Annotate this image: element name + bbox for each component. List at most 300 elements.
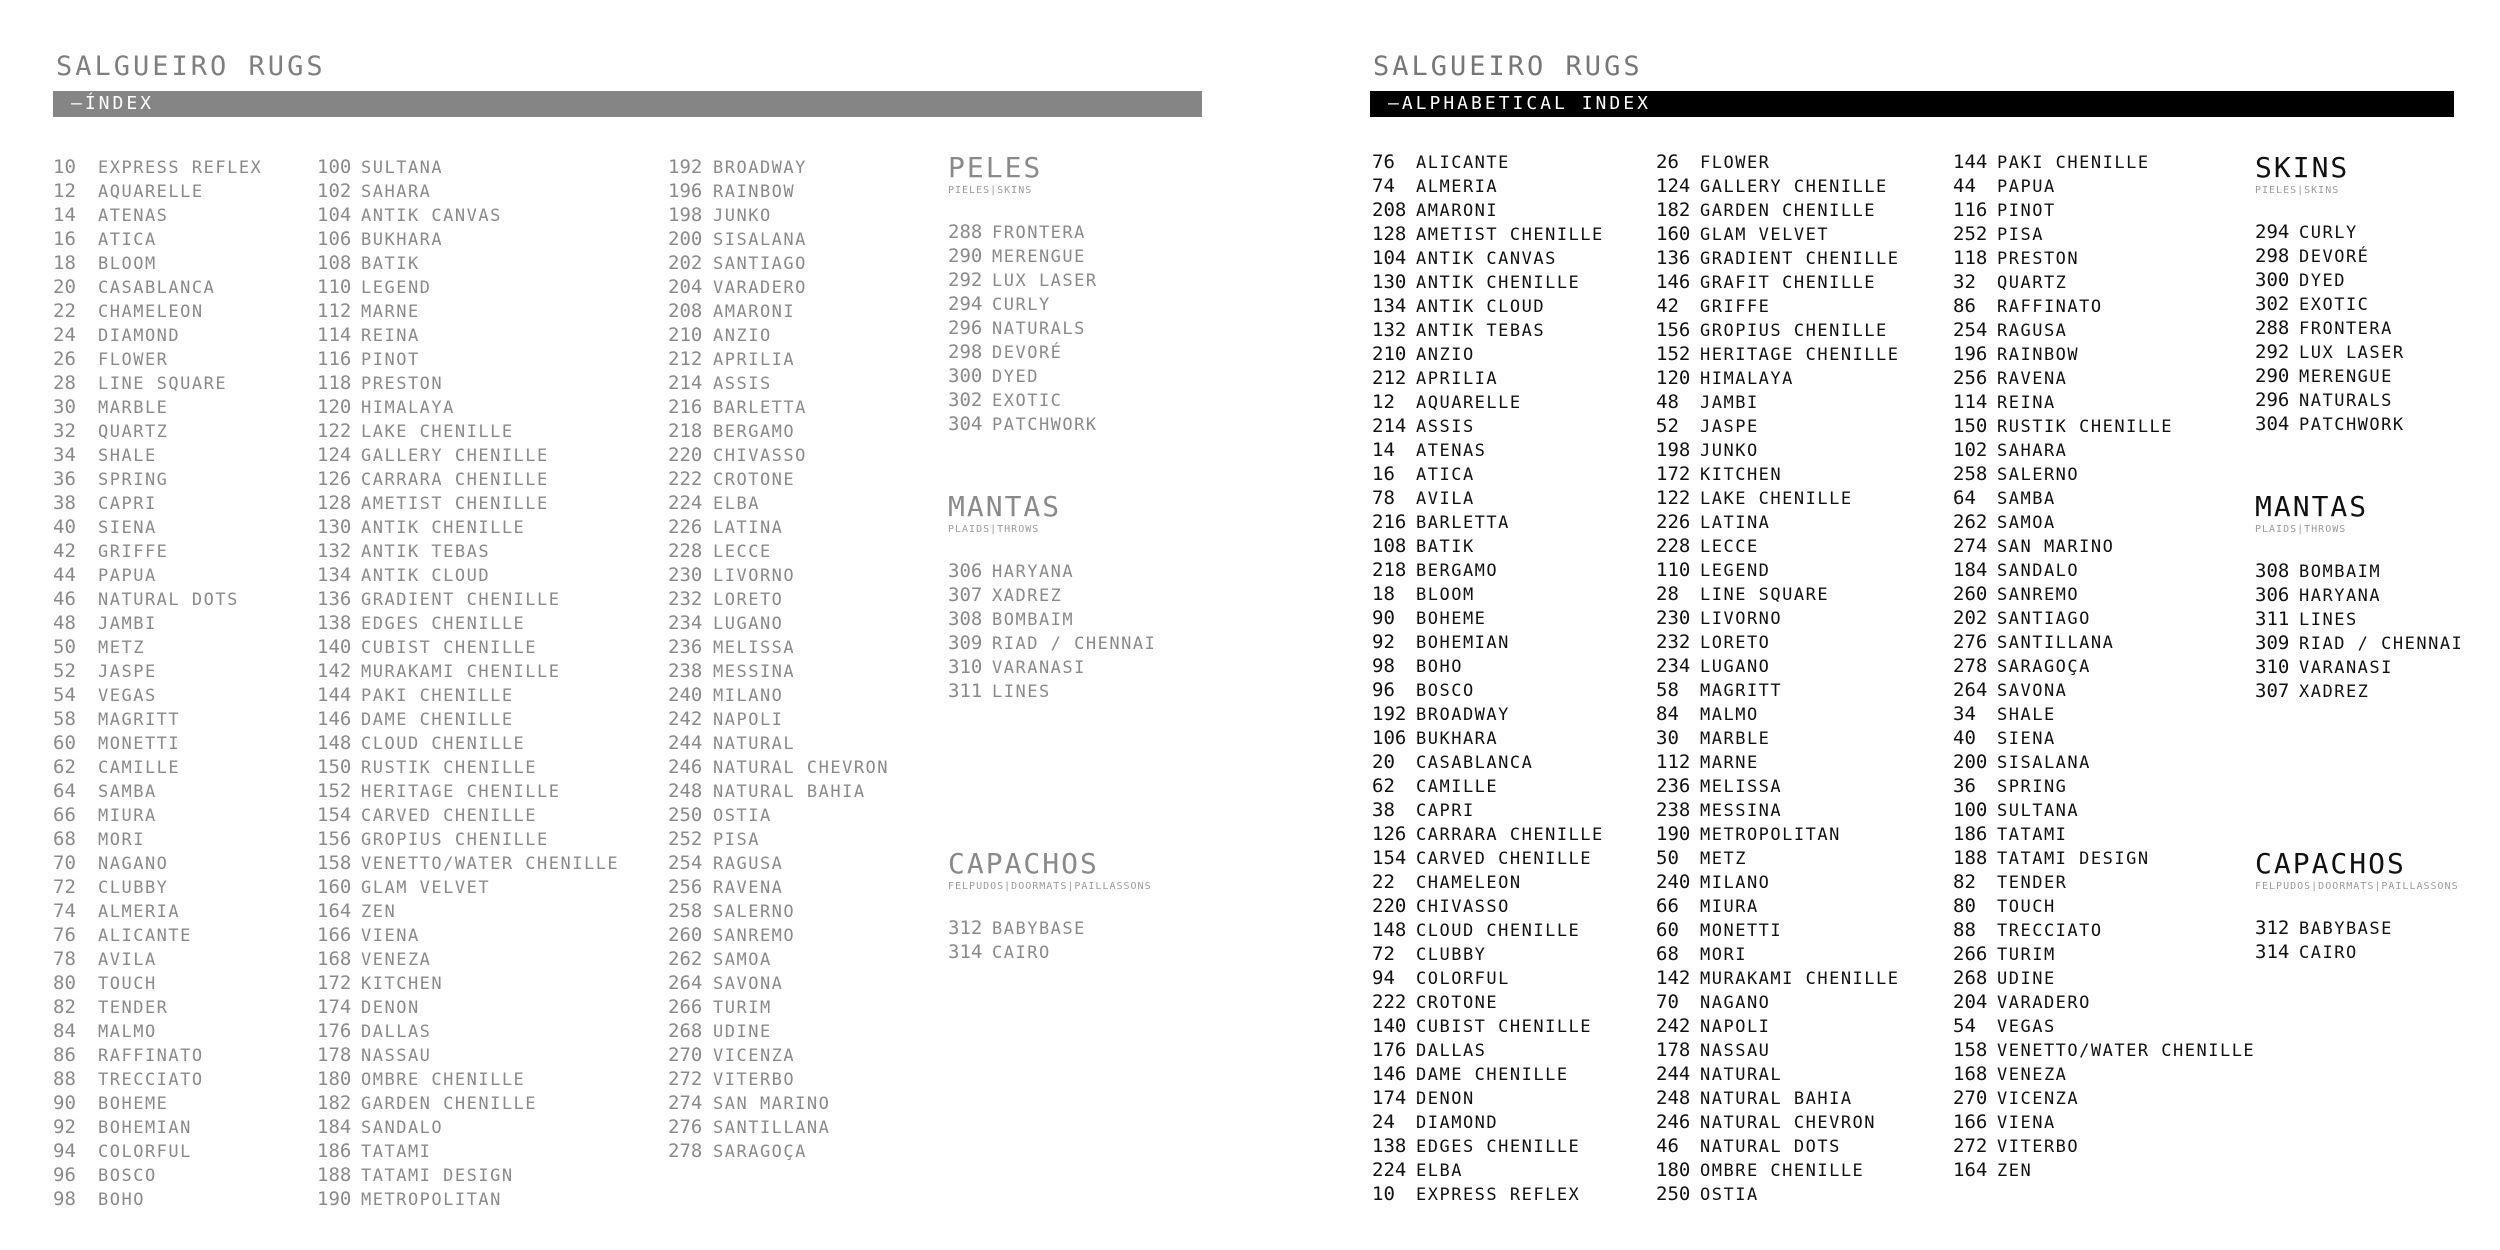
- rug-name: SALERNO: [1997, 465, 2080, 485]
- rug-name: SAVONA: [1997, 681, 2068, 701]
- page-number: 202: [1953, 607, 1988, 629]
- index-entry: [317, 683, 619, 707]
- rug-name: ANTIK CANVAS: [361, 206, 502, 226]
- rug-name: SALERNO: [713, 902, 796, 922]
- page-number: 116: [317, 348, 352, 370]
- rug-name: BROADWAY: [1416, 705, 1510, 725]
- page-number: 200: [1953, 751, 1988, 773]
- rug-name: TURIM: [1997, 945, 2056, 965]
- rug-name: SAMBA: [1997, 489, 2056, 509]
- rug-name: VARANASI: [992, 658, 1086, 678]
- index-entry: [317, 971, 619, 995]
- rug-name: CHIVASSO: [713, 446, 807, 466]
- rug-name: MILANO: [713, 686, 784, 706]
- page-number: 314: [2255, 941, 2290, 963]
- index-entry: [948, 412, 1098, 436]
- index-entry: [1656, 702, 1900, 726]
- index-entry: [1372, 606, 1604, 630]
- rug-name: BOMBAIM: [2299, 562, 2382, 582]
- page-number: 268: [1953, 967, 1988, 989]
- rug-name: TOUCH: [98, 974, 157, 994]
- index-entry: [1372, 390, 1604, 414]
- index-entry: [1372, 414, 1604, 438]
- page-number: 254: [1953, 319, 1988, 341]
- index-entry: [53, 995, 262, 1019]
- rug-name: MAGRITT: [1700, 681, 1783, 701]
- rug-name: CURLY: [992, 295, 1051, 315]
- index-entry: [1953, 246, 2255, 270]
- rug-name: CAPRI: [1416, 801, 1475, 821]
- index-entry: [1953, 1014, 2255, 1038]
- page-number: 238: [1656, 799, 1691, 821]
- index-entry: [1656, 150, 1900, 174]
- rug-name: OSTIA: [713, 806, 772, 826]
- rug-name: TATAMI: [361, 1142, 432, 1162]
- rug-name: RAINBOW: [713, 182, 796, 202]
- page-number: 168: [317, 948, 352, 970]
- page-number: 304: [948, 413, 983, 435]
- index-entry: [53, 275, 262, 299]
- rug-name: CAMILLE: [98, 758, 181, 778]
- rug-name: RUSTIK CHENILLE: [361, 758, 538, 778]
- index-entry: [1372, 1134, 1604, 1158]
- page-number: 140: [1372, 1015, 1407, 1037]
- index-entry: [1372, 870, 1604, 894]
- page-number: 288: [948, 221, 983, 243]
- category-title: MANTAS: [2255, 490, 2369, 523]
- rug-name: EXPRESS REFLEX: [98, 158, 263, 178]
- index-entry: [1656, 486, 1900, 510]
- page-number: 178: [317, 1044, 352, 1066]
- page-number: 154: [317, 804, 352, 826]
- rug-name: ALMERIA: [1416, 177, 1499, 197]
- page-number: 82: [1953, 871, 1976, 893]
- index-entry: [317, 467, 619, 491]
- rug-name: MONETTI: [1700, 921, 1783, 941]
- page-number: 218: [668, 420, 703, 442]
- page-number: 310: [2255, 656, 2290, 678]
- index-entry: [1656, 174, 1900, 198]
- rug-name: JUNKO: [1700, 441, 1759, 461]
- page-number: 110: [317, 276, 352, 298]
- page-number: 266: [668, 996, 703, 1018]
- rug-name: CLUBBY: [98, 878, 169, 898]
- index-entry: [1372, 318, 1604, 342]
- index-entry: [1372, 750, 1604, 774]
- rug-name: RAGUSA: [1997, 321, 2068, 341]
- rug-name: BATIK: [1416, 537, 1475, 557]
- category-skins: [2255, 152, 2405, 436]
- rug-name: BOHEME: [98, 1094, 169, 1114]
- page-number: 22: [1372, 871, 1395, 893]
- alpha-column-1: [1372, 150, 1604, 1206]
- rug-name: BOMBAIM: [992, 610, 1075, 630]
- page-number: 120: [317, 396, 352, 418]
- index-entry: [668, 755, 889, 779]
- rug-name: BATIK: [361, 254, 420, 274]
- index-entry: [317, 1187, 619, 1211]
- page-number: 16: [1372, 463, 1395, 485]
- page-number: 176: [317, 1020, 352, 1042]
- page-number: 264: [668, 972, 703, 994]
- page-number: 274: [668, 1092, 703, 1114]
- page-number: 272: [668, 1068, 703, 1090]
- page-number: 58: [1656, 679, 1679, 701]
- page-number: 86: [1953, 295, 1976, 317]
- page-number: 248: [668, 780, 703, 802]
- rug-name: SULTANA: [361, 158, 444, 178]
- index-entry: [1656, 294, 1900, 318]
- page-number: 166: [1953, 1111, 1988, 1133]
- index-entry: [1372, 1158, 1604, 1182]
- index-entry: [1372, 798, 1604, 822]
- rug-name: NAPOLI: [1700, 1017, 1771, 1037]
- rug-name: GALLERY CHENILLE: [361, 446, 549, 466]
- rug-name: NAPOLI: [713, 710, 784, 730]
- index-entry: [1372, 510, 1604, 534]
- rug-name: CURLY: [2299, 223, 2358, 243]
- index-entry: [1372, 894, 1604, 918]
- index-entry: [1656, 558, 1900, 582]
- page-number: 136: [317, 588, 352, 610]
- page-number: 262: [1953, 511, 1988, 533]
- index-entry: [668, 371, 889, 395]
- rug-name: MARBLE: [98, 398, 169, 418]
- rug-name: LINE SQUARE: [1700, 585, 1830, 605]
- category-subtitle: FELPUDOS|DOORMATS|PAILLASSONS: [948, 881, 1152, 892]
- index-entry: [668, 1067, 889, 1091]
- category-subtitle: PLAIDS|THROWS: [948, 524, 1040, 535]
- page-number: 226: [668, 516, 703, 538]
- page-number: 98: [1372, 655, 1395, 677]
- rug-name: TRECCIATO: [98, 1070, 204, 1090]
- page-number: 204: [668, 276, 703, 298]
- rug-name: ANZIO: [713, 326, 772, 346]
- index-entry: [317, 275, 619, 299]
- rug-name: ATENAS: [1416, 441, 1487, 461]
- index-entry: [53, 539, 262, 563]
- index-entry: [1656, 1014, 1900, 1038]
- rug-name: PISA: [1997, 225, 2044, 245]
- rug-name: NATURAL CHEVRON: [1700, 1113, 1877, 1133]
- rug-name: SPRING: [98, 470, 169, 490]
- page-number: 210: [1372, 343, 1407, 365]
- page-number: 70: [53, 852, 76, 874]
- index-entry: [1656, 846, 1900, 870]
- page-number: 84: [1656, 703, 1679, 725]
- page-number: 18: [53, 252, 76, 274]
- page-number: 90: [53, 1092, 76, 1114]
- index-entry: [1656, 966, 1900, 990]
- index-entry: [1372, 462, 1604, 486]
- index-entry: [668, 155, 889, 179]
- index-entry: [1372, 150, 1604, 174]
- rug-name: LATINA: [713, 518, 784, 538]
- index-entry: [948, 364, 1098, 388]
- rug-name: MARNE: [1700, 753, 1759, 773]
- index-entry: [948, 559, 1156, 583]
- page-number: 308: [2255, 560, 2290, 582]
- rug-name: TENDER: [1997, 873, 2068, 893]
- index-entry: [317, 563, 619, 587]
- rug-name: LORETO: [713, 590, 784, 610]
- page-number: 104: [317, 204, 352, 226]
- index-entry: [668, 347, 889, 371]
- rug-name: ATENAS: [98, 206, 169, 226]
- index-entry: [668, 443, 889, 467]
- index-entry: [1953, 966, 2255, 990]
- index-entry: [2255, 364, 2405, 388]
- page-number: 276: [668, 1116, 703, 1138]
- index-entry: [53, 323, 262, 347]
- rug-name: TATAMI DESIGN: [361, 1166, 514, 1186]
- category-title: CAPACHOS: [948, 847, 1099, 880]
- page-number: 34: [1953, 703, 1976, 725]
- rug-name: METZ: [1700, 849, 1747, 869]
- index-entry: [53, 1187, 262, 1211]
- index-entry: [948, 655, 1156, 679]
- index-entry: [317, 179, 619, 203]
- rug-name: BERGAMO: [1416, 561, 1499, 581]
- index-entry: [1656, 1182, 1900, 1206]
- page-number: 290: [2255, 365, 2290, 387]
- index-entry: [1372, 774, 1604, 798]
- rug-name: SARAGOÇA: [1997, 657, 2091, 677]
- page-number: 172: [317, 972, 352, 994]
- index-entry: [53, 227, 262, 251]
- page-number: 54: [1953, 1015, 1976, 1037]
- rug-name: DALLAS: [361, 1022, 432, 1042]
- page-number: 76: [1372, 151, 1395, 173]
- rug-name: DENON: [1416, 1089, 1475, 1109]
- page-number: 146: [1656, 271, 1691, 293]
- index-entry: [948, 679, 1156, 703]
- rug-name: GALLERY CHENILLE: [1700, 177, 1888, 197]
- page-number: 212: [1372, 367, 1407, 389]
- rug-name: DEVORÉ: [2299, 247, 2370, 267]
- rug-name: VARADERO: [713, 278, 807, 298]
- rug-name: SISALANA: [713, 230, 807, 250]
- page-number: 58: [53, 708, 76, 730]
- page-number: 98: [53, 1188, 76, 1210]
- index-entry: [1953, 486, 2255, 510]
- rug-name: VENETTO/WATER CHENILLE: [1997, 1041, 2256, 1061]
- page-number: 112: [1656, 751, 1691, 773]
- page-number: 42: [1656, 295, 1679, 317]
- page-number: 186: [317, 1140, 352, 1162]
- rug-name: LEGEND: [361, 278, 432, 298]
- page-number: 196: [1953, 343, 1988, 365]
- page-number: 304: [2255, 413, 2290, 435]
- rug-name: NATURALS: [992, 319, 1086, 339]
- index-entry: [948, 916, 1152, 940]
- page-number: 38: [1372, 799, 1395, 821]
- index-entry: [317, 1139, 619, 1163]
- rug-name: MIURA: [1700, 897, 1759, 917]
- page-number: 142: [1656, 967, 1691, 989]
- rug-name: BOHO: [1416, 657, 1463, 677]
- index-entry: [317, 1115, 619, 1139]
- page-number: 156: [1656, 319, 1691, 341]
- rug-name: ANTIK TEBAS: [1416, 321, 1546, 341]
- index-entry: [53, 251, 262, 275]
- rug-name: DALLAS: [1416, 1041, 1487, 1061]
- rug-name: COLORFUL: [1416, 969, 1510, 989]
- rug-name: COLORFUL: [98, 1142, 192, 1162]
- index-entry: [1372, 366, 1604, 390]
- rug-name: BOHEMIAN: [98, 1118, 192, 1138]
- page-number: 298: [2255, 245, 2290, 267]
- rug-name: CAMILLE: [1416, 777, 1499, 797]
- page-number: 156: [317, 828, 352, 850]
- index-entry: [2255, 220, 2405, 244]
- page-number: 216: [1372, 511, 1407, 533]
- index-entry: [668, 515, 889, 539]
- rug-name: XADREZ: [992, 586, 1063, 606]
- rug-name: CAIRO: [2299, 943, 2358, 963]
- index-entry: [1953, 318, 2255, 342]
- page-number: 88: [1953, 919, 1976, 941]
- page-number: 200: [668, 228, 703, 250]
- index-entry: [948, 220, 1098, 244]
- rug-name: MONETTI: [98, 734, 181, 754]
- rug-name: SANREMO: [713, 926, 796, 946]
- index-entry: [1953, 222, 2255, 246]
- page-number: 214: [668, 372, 703, 394]
- page-number: 68: [1656, 943, 1679, 965]
- rug-name: MESSINA: [713, 662, 796, 682]
- page-number: 168: [1953, 1063, 1988, 1085]
- index-entry: [53, 467, 262, 491]
- page-number: 138: [317, 612, 352, 634]
- rug-name: PISA: [713, 830, 760, 850]
- index-entry: [1372, 942, 1604, 966]
- rug-name: PAKI CHENILLE: [361, 686, 514, 706]
- rug-name: GRADIENT CHENILLE: [361, 590, 561, 610]
- index-entry: [668, 947, 889, 971]
- rug-name: CUBIST CHENILLE: [361, 638, 538, 658]
- index-entry: [1372, 294, 1604, 318]
- page-number: 172: [1656, 463, 1691, 485]
- rug-name: EXPRESS REFLEX: [1416, 1185, 1581, 1205]
- page-number: 230: [668, 564, 703, 586]
- rug-name: SARAGOÇA: [713, 1142, 807, 1162]
- rug-name: VENETTO/WATER CHENILLE: [361, 854, 620, 874]
- index-entry: [668, 419, 889, 443]
- index-entry: [53, 851, 262, 875]
- rug-name: NATURAL DOTS: [98, 590, 239, 610]
- page-number: 114: [1953, 391, 1988, 413]
- page-number: 296: [948, 317, 983, 339]
- page-number: 234: [668, 612, 703, 634]
- index-entry: [948, 316, 1098, 340]
- rug-name: RAFFINATO: [98, 1046, 204, 1066]
- page-number: 68: [53, 828, 76, 850]
- page-number: 32: [1953, 271, 1976, 293]
- rug-name: RAVENA: [1997, 369, 2068, 389]
- rug-name: MORI: [1700, 945, 1747, 965]
- page-number: 118: [317, 372, 352, 394]
- index-entry: [317, 1043, 619, 1067]
- page-number: 130: [1372, 271, 1407, 293]
- rug-name: TATAMI DESIGN: [1997, 849, 2150, 869]
- page-number: 50: [1656, 847, 1679, 869]
- index-entry: [317, 1163, 619, 1187]
- page-number: 150: [1953, 415, 1988, 437]
- index-entry: [1656, 678, 1900, 702]
- page-number: 48: [53, 612, 76, 634]
- page-number: 306: [948, 560, 983, 582]
- index-entry: [1372, 1110, 1604, 1134]
- index-entry: [1372, 198, 1604, 222]
- page-number: 28: [53, 372, 76, 394]
- rug-name: LAKE CHENILLE: [361, 422, 514, 442]
- rug-name: MIURA: [98, 806, 157, 826]
- page-number: 104: [1372, 247, 1407, 269]
- rug-name: METZ: [98, 638, 145, 658]
- index-entry: [668, 827, 889, 851]
- rug-name: TURIM: [713, 998, 772, 1018]
- index-entry: [668, 467, 889, 491]
- rug-name: METROPOLITAN: [1700, 825, 1841, 845]
- rug-name: GARDEN CHENILLE: [1700, 201, 1877, 221]
- page-number: 240: [1656, 871, 1691, 893]
- page-number: 44: [1953, 175, 1976, 197]
- rug-name: SAN MARINO: [1997, 537, 2115, 557]
- page-number: 174: [1372, 1087, 1407, 1109]
- rug-name: UDINE: [1997, 969, 2056, 989]
- index-entry: [53, 371, 262, 395]
- rug-name: PAKI CHENILLE: [1997, 153, 2150, 173]
- page-number: 256: [668, 876, 703, 898]
- category-capachos: [948, 848, 1152, 964]
- page-number: 208: [1372, 199, 1407, 221]
- page-number: 14: [53, 204, 76, 226]
- rug-name: GLAM VELVET: [361, 878, 491, 898]
- index-entry: [317, 803, 619, 827]
- index-entry: [53, 203, 262, 227]
- index-entry: [53, 299, 262, 323]
- rug-name: NAGANO: [1700, 993, 1771, 1013]
- page-number: 252: [1953, 223, 1988, 245]
- page-number: 296: [2255, 389, 2290, 411]
- index-entry: [1656, 918, 1900, 942]
- page-number: 94: [1372, 967, 1395, 989]
- rug-name: VIENA: [1997, 1113, 2056, 1133]
- index-entry: [668, 203, 889, 227]
- brand-title: SALGUEIRO RUGS: [56, 51, 326, 82]
- index-entry: [53, 179, 262, 203]
- rug-name: SAHARA: [361, 182, 432, 202]
- page-number: 50: [53, 636, 76, 658]
- index-entry: [2255, 655, 2463, 679]
- rug-name: ELBA: [713, 494, 760, 514]
- rug-name: APRILIA: [713, 350, 796, 370]
- page-number: 112: [317, 300, 352, 322]
- page-number: 128: [317, 492, 352, 514]
- index-entry: [1953, 798, 2255, 822]
- index-entry: [317, 707, 619, 731]
- rug-name: MERENGUE: [2299, 367, 2393, 387]
- index-entry: [668, 683, 889, 707]
- index-entry: [53, 1043, 262, 1067]
- page-number: 246: [1656, 1111, 1691, 1133]
- page-number: 144: [1953, 151, 1988, 173]
- rug-name: VENEZA: [361, 950, 432, 970]
- page-number: 300: [948, 365, 983, 387]
- page-number: 274: [1953, 535, 1988, 557]
- index-entry: [317, 491, 619, 515]
